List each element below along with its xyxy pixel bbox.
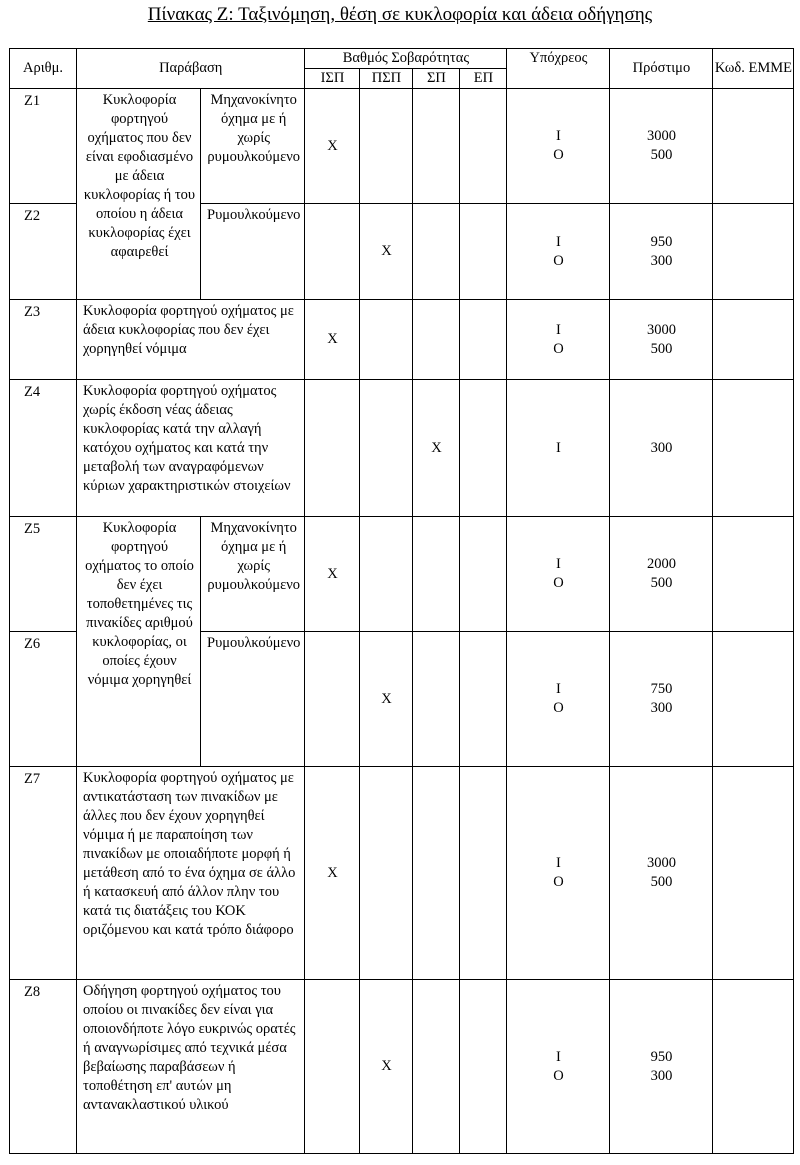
header-severity: Βαθμός Σοβαρότητας (305, 49, 507, 69)
mark-sp (413, 204, 460, 300)
row-id: Ζ5 (10, 517, 77, 632)
fine-cell: 950 300 (610, 980, 713, 1154)
mark-psp (360, 89, 413, 204)
mark-sp (413, 980, 460, 1154)
mark-psp (360, 300, 413, 380)
mark-sp (413, 89, 460, 204)
violation-sub: Ρυμουλκούμενο (201, 204, 305, 300)
fine-cell: 750 300 (610, 632, 713, 767)
mark-isp: X (305, 89, 360, 204)
obligated-cell: Ι (507, 380, 610, 517)
row-id: Ζ3 (10, 300, 77, 380)
fine-cell: 3000 500 (610, 300, 713, 380)
mark-psp (360, 517, 413, 632)
code-cell (713, 380, 794, 517)
mark-psp (360, 767, 413, 980)
mark-isp: X (305, 517, 360, 632)
table-title: Πίνακας Ζ: Ταξινόμηση, θέση σε κυκλοφορία και άδεια οδήγησης (147, 4, 653, 25)
header-number: Αριθμ. (10, 49, 77, 89)
obligated-cell: Ι Ο (507, 89, 610, 204)
code-cell (713, 632, 794, 767)
header-sp: ΣΠ (413, 69, 460, 89)
mark-psp: X (360, 204, 413, 300)
violation-text: Κυκλοφορία φορτηγού οχήματος χωρίς έκδοση νέας άδειας κυκλοφορίας κατά την αλλαγή κατόχου οχήματος και κατά την μεταβολή των αναγραφόμενων κύριων χαρακτηριστικών στοιχείων (77, 380, 305, 517)
mark-ep (460, 517, 507, 632)
mark-ep (460, 980, 507, 1154)
violation-group-1: Κυκλοφορία φορτηγού οχήματος που δεν είναι εφοδιασμένο με άδεια κυκλοφορίας ή του οποίου η άδεια κυκλοφορίας έχει αφαιρεθεί (77, 89, 201, 300)
obligated-cell: Ι Ο (507, 767, 610, 980)
table-row (10, 380, 794, 517)
obligated-cell: Ι Ο (507, 517, 610, 632)
fine-cell: 950 300 (610, 204, 713, 300)
table-row (10, 89, 794, 204)
row-id: Ζ2 (10, 204, 77, 300)
fine-cell: 3000 500 (610, 767, 713, 980)
mark-psp: X (360, 980, 413, 1154)
code-cell (713, 767, 794, 980)
table-row (10, 980, 794, 1154)
mark-isp: X (305, 300, 360, 380)
violations-table (9, 48, 794, 1154)
row-id: Ζ4 (10, 380, 77, 517)
code-cell (713, 204, 794, 300)
header-isp: ΙΣΠ (305, 69, 360, 89)
violation-sub: Ρυμουλκούμενο (201, 632, 305, 767)
mark-ep (460, 380, 507, 517)
mark-sp (413, 767, 460, 980)
header-fine: Πρόστιμο (610, 49, 713, 89)
code-cell (713, 89, 794, 204)
code-cell (713, 517, 794, 632)
violation-sub: Μηχανοκίνητο όχημα με ή χωρίς ρυμουλκούμενο (201, 89, 305, 204)
mark-ep (460, 767, 507, 980)
row-id: Ζ1 (10, 89, 77, 204)
violation-text: Κυκλοφορία φορτηγού οχήματος με άδεια κυκλοφορίας που δεν έχει χορηγηθεί νόμιμα (77, 300, 305, 380)
row-id: Ζ8 (10, 980, 77, 1154)
mark-sp (413, 632, 460, 767)
header-ep: ΕΠ (460, 69, 507, 89)
fine-cell: 2000 500 (610, 517, 713, 632)
row-id: Ζ6 (10, 632, 77, 767)
mark-isp (305, 380, 360, 517)
header-code (713, 49, 794, 89)
obligated-cell: Ι Ο (507, 980, 610, 1154)
header-violation: Παράβαση (77, 49, 305, 89)
mark-isp (305, 204, 360, 300)
header-obligated: Υπόχρεος (507, 49, 610, 89)
code-cell (713, 980, 794, 1154)
mark-isp (305, 980, 360, 1154)
obligated-cell: Ι Ο (507, 632, 610, 767)
violation-sub: Μηχανοκίνητο όχημα με ή χωρίς ρυμουλκούμενο (201, 517, 305, 632)
mark-ep (460, 300, 507, 380)
mark-isp (305, 632, 360, 767)
header-code-label: Κωδ. ΕΜΜΕ (714, 60, 792, 76)
mark-ep (460, 632, 507, 767)
violation-text: Οδήγηση φορτηγού οχήματος του οποίου οι πινακίδες δεν είναι για οποιονδήποτε λόγο ευκρινώς ορατές ή αναγνωρίσιμες από τεχνικά μέσα βεβαίωσης παραβάσεων ή τοποθέτηση επ' αυτών μη αντανακλαστικού υλικού (77, 980, 305, 1154)
header-psp: ΠΣΠ (360, 69, 413, 89)
mark-sp (413, 300, 460, 380)
violation-text: Κυκλοφορία φορτηγού οχήματος με αντικατάσταση των πινακίδων με άλλες που δεν έχουν χορηγηθεί νόμιμα ή με παραποίηση των πινακίδων με οποιαδήποτε μορφή ή μετάθεση από το ένα όχημα σε άλλο ή κατασκευή από άλλον πλην του κατά τις διατάξεις του ΚΟΚ οριζόμενου και κατά τρόπο διάφορο (77, 767, 305, 980)
obligated-cell: Ι Ο (507, 300, 610, 380)
mark-sp (413, 517, 460, 632)
violation-group-2: Κυκλοφορία φορτηγού οχήματος το οποίο δεν έχει τοποθετημένες τις πινακίδες αριθμού κυκλοφορίας, οι οποίες έχουν νόμιμα χορηγηθεί (77, 517, 201, 767)
mark-psp: X (360, 632, 413, 767)
mark-isp: X (305, 767, 360, 980)
code-cell (713, 300, 794, 380)
table-row (10, 300, 794, 380)
row-id: Ζ7 (10, 767, 77, 980)
table-row (10, 517, 794, 632)
mark-ep (460, 89, 507, 204)
obligated-cell: Ι Ο (507, 204, 610, 300)
mark-ep (460, 204, 507, 300)
fine-cell: 3000 500 (610, 89, 713, 204)
fine-cell: 300 (610, 380, 713, 517)
mark-psp (360, 380, 413, 517)
table-row (10, 767, 794, 980)
mark-sp: X (413, 380, 460, 517)
